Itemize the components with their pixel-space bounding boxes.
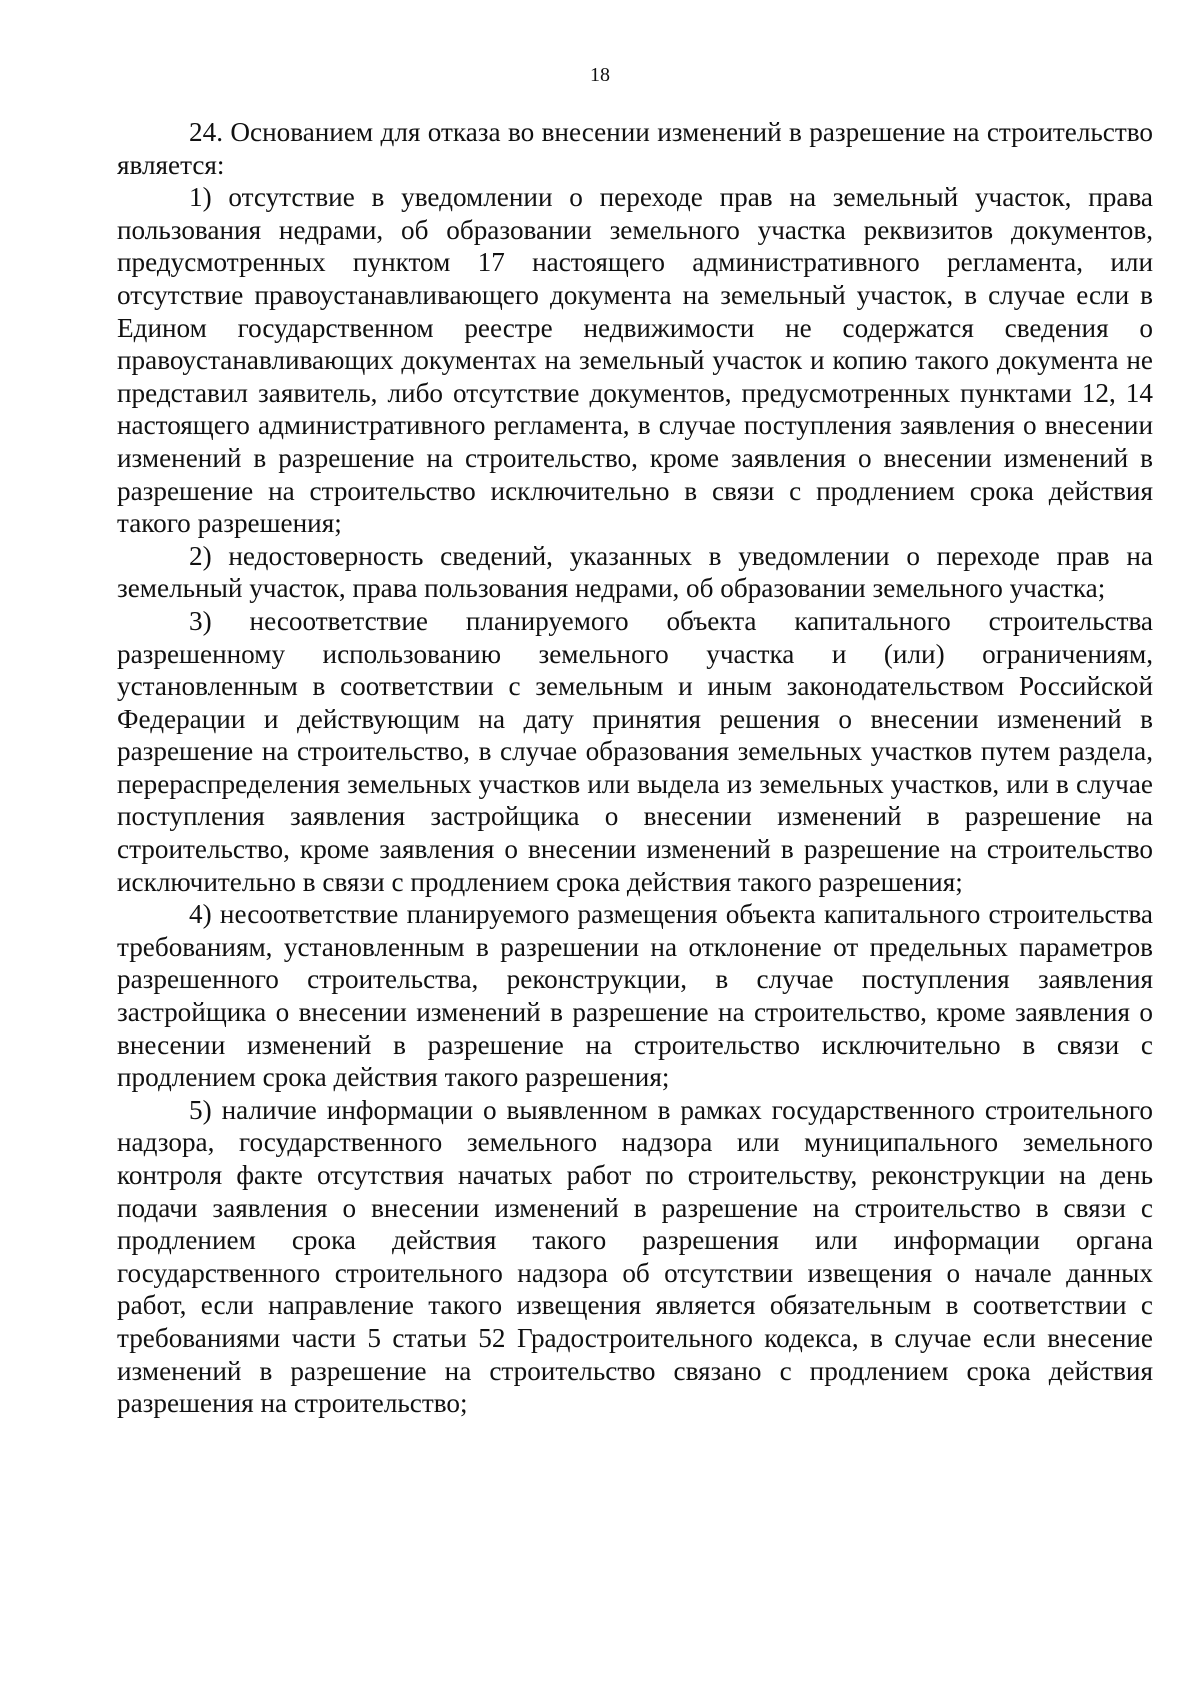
paragraph-subitem-4: 4) несоответствие планируемого размещения объекта капитального строительства требованиям, установленным в разрешении на отклонение от предельных параметров разрешенного строительства, реконструкции, в случае поступления заявления застройщика о внесении изменений в разрешение на строительство, кроме заявления о внесении изменений в разрешение на строительство исключительно в связи с продлением срока действия такого разрешения;: [117, 899, 1153, 1093]
page-number: 18: [590, 64, 610, 86]
paragraph-item-24: 24. Основанием для отказа во внесении изменений в разрешение на строительство является:: [117, 117, 1153, 180]
document-body: [117, 116, 1153, 1420]
paragraph-subitem-2: 2) недостоверность сведений, указанных в уведомлении о переходе прав на земельный участок, права пользования недрами, об образовании земельного участка;: [117, 540, 1153, 604]
paragraph-subitem-1: 1) отсутствие в уведомлении о переходе прав на земельный участок, права пользования недрами, об образовании земельного участка реквизитов документов, предусмотренных пунктом 17 настоящего административного регламента, или отсутствие правоустанавливающего документа на земельный участок, в случае если в Едином государственном реестре недвижимости не содержатся сведения о правоустанавливающих документах на земельный участок и копию такого документа не представил заявитель, либо отсутствие документов, предусмотренных пунктами 12, 14 настоящего административного регламента, в случае поступления заявления о внесении изменений в разрешение на строительство, кроме заявления о внесении изменений в разрешение на строительство исключительно в связи с продлением срока действия такого разрешения;: [117, 182, 1153, 539]
paragraph-subitem-5: 5) наличие информации о выявленном в рамках государственного строительного надзора, государственного земельного надзора или муниципального земельного контроля факте отсутствия начатых работ по строительству, реконструкции на день подачи заявления о внесении изменений в разрешение на строительство в связи с продлением срока действия такого разрешения или информации органа государственного строительного надзора об отсутствии извещения о начале данных работ, если направление такого извещения является обязательным в соответствии с требованиями части 5 статьи 52 Градостроительного кодекса, в случае если внесение изменений в разрешение на строительство связано с продлением срока действия разрешения на строительство;: [117, 1094, 1153, 1419]
paragraph-subitem-3: 3) несоответствие планируемого объекта капитального строительства разрешенному использованию земельного участка и (или) ограничениям, установленным в соответствии с земельным и иным законодательством Российской Федерации и действующим на дату принятия решения о внесении изменений в разрешение на строительство, в случае образования земельных участков путем раздела, перераспределения земельных участков или выдела из земельных участков, или в случае поступления заявления застройщика о внесении изменений в разрешение на строительство, кроме заявления о внесении изменений в разрешение на строительство исключительно в связи с продлением срока действия такого разрешения;: [117, 605, 1153, 897]
